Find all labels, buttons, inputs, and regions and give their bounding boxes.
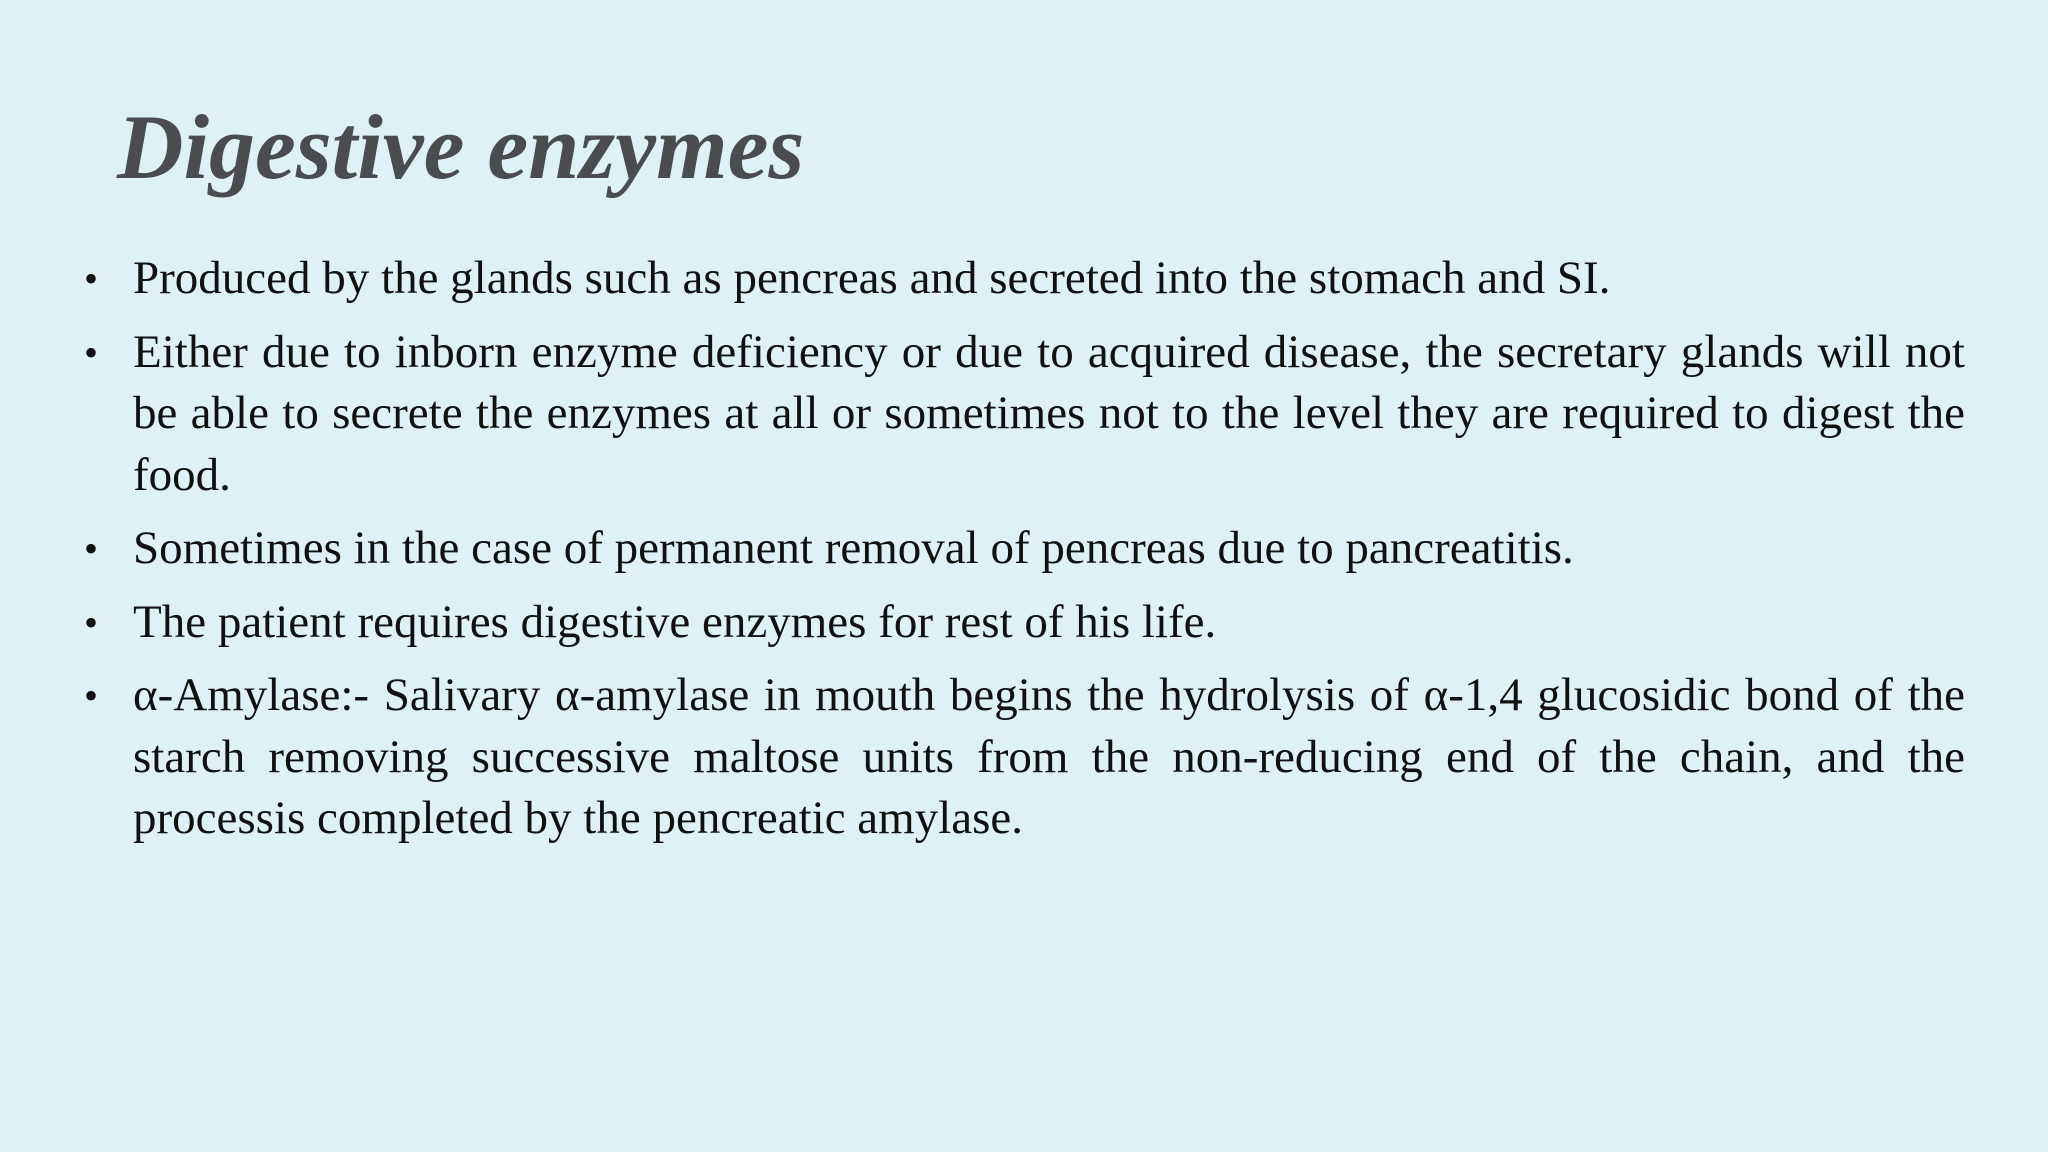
bullet-dot-icon: • [83, 329, 98, 375]
bullet-text: The patient requires digestive enzymes for rest of his life. [133, 595, 1217, 648]
bullet-text: Produced by the glands such as pencreas and secreted into the stomach and SI. [133, 252, 1611, 304]
bullet-text: α-Amylase:- Salivary α-amylase in mouth begins the hydrolysis of α-1,4 glucosidic bond of the starch removing successive maltose units from the non-reducing end of the chain, and the processis completed by the pencreatic amylase. [133, 669, 1965, 844]
bullet-dot-icon: • [83, 256, 98, 301]
bullet-item [83, 322, 1965, 507]
bullet-item [83, 592, 1965, 654]
bullet-dot-icon: • [83, 599, 98, 645]
slide-title: Digestive enzymes [117, 96, 805, 198]
bullet-item [83, 248, 1965, 310]
bullet-dot-icon: • [83, 526, 98, 571]
bullet-list [83, 248, 1965, 862]
bullet-item [83, 518, 1965, 580]
bullet-text: Either due to inborn enzyme deficiency or due to acquired disease, the secretary glands will not be able to secrete the enzymes at all or sometimes not to the level they are required to digest the food. [133, 325, 1965, 501]
bullet-dot-icon: • [83, 673, 98, 718]
bullet-item [83, 665, 1965, 850]
bullet-text: Sometimes in the case of permanent removal of pencreas due to pancreatitis. [133, 522, 1574, 574]
